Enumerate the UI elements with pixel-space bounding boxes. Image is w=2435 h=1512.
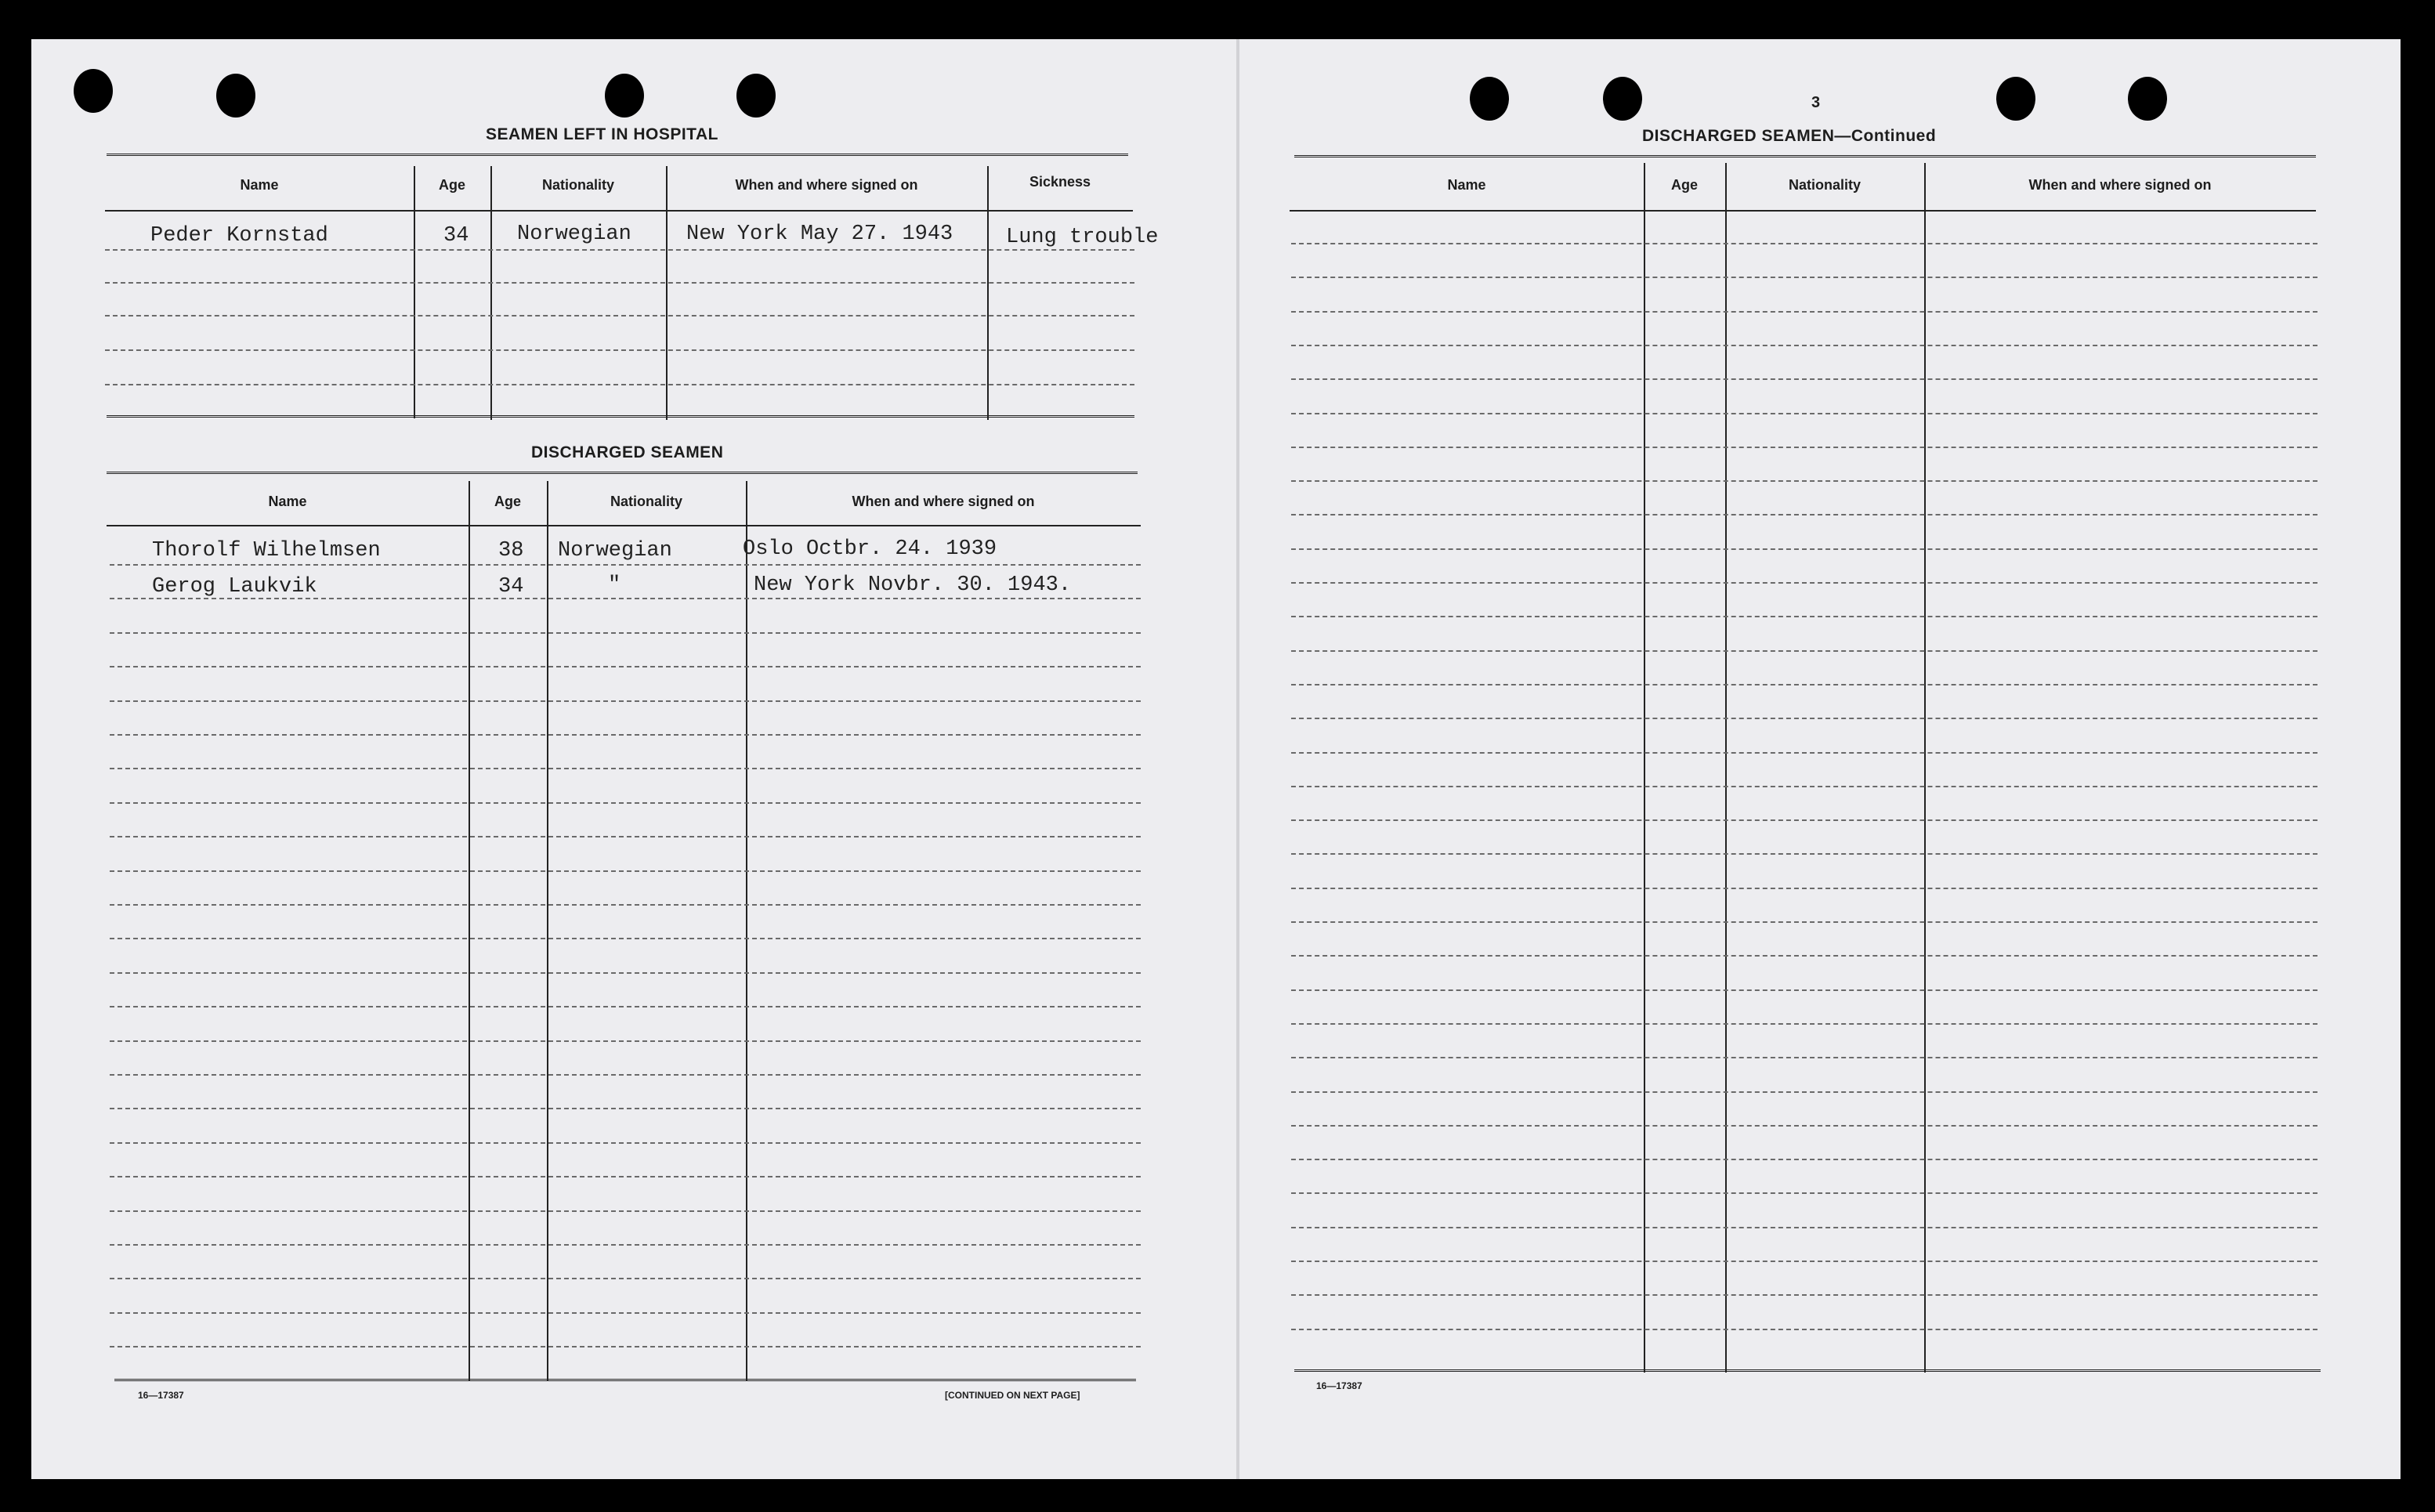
row-line [110,938,1141,939]
right-bottom-rule [1294,1369,2321,1376]
row-line [1291,1227,2317,1228]
discharged-bottom-rule [114,1379,1136,1385]
row-line [1291,243,2317,244]
row-line [1291,1192,2317,1194]
row-line [110,666,1141,667]
right-col-name: Name [1447,177,1486,193]
row-line [1291,378,2317,380]
discharged-row-name: Gerog Laukvik [152,575,317,599]
row-line [110,1278,1141,1279]
row-line [1291,853,2317,855]
punch-hole [74,69,113,113]
row-line [1291,752,2317,754]
discharged-col-signed-on: When and where signed on [852,494,1035,509]
row-line [1291,650,2317,652]
row-line [1291,413,2317,414]
hospital-row-line [105,282,1134,284]
row-line [1291,514,2317,515]
hospital-col-name: Name [240,177,279,193]
row-line [110,1312,1141,1314]
hospital-top-rule [107,154,1128,160]
row-line [110,1346,1141,1347]
row-line [110,870,1141,872]
row-line [1291,819,2317,821]
row-line [1291,955,2317,957]
hospital-col-age: Age [438,177,465,193]
discharged-row-age: 38 [498,539,524,562]
row-line [110,1074,1141,1076]
hospital-divider [414,166,415,418]
row-line [1291,888,2317,889]
hospital-col-nationality: Nationality [541,177,614,193]
row-line [1291,684,2317,685]
row-line [110,734,1141,736]
row-line [110,802,1141,804]
punch-hole [216,74,255,118]
row-line [1291,1023,2317,1025]
right-col-age: Age [1670,177,1698,193]
hospital-row-line [105,384,1134,385]
right-col-signed-on: When and where signed on [2028,177,2212,193]
right-top-rule [1294,155,2316,161]
punch-hole [2128,77,2167,121]
row-line [110,768,1141,769]
row-line [1291,989,2317,991]
row-line [1291,1125,2317,1127]
row-line [110,632,1141,634]
hospital-row-line [105,249,1134,251]
discharged-row-name: Thorolf Wilhelmsen [152,539,381,562]
hospital-col-signed-on: When and where signed on [735,177,918,193]
hospital-row-age: 34 [443,224,469,248]
row-line [1291,480,2317,482]
right-header-rule [1290,210,2316,212]
right-page [1238,39,2401,1479]
row-line [1291,616,2317,617]
row-line [1291,1294,2317,1296]
hospital-bottom-rule [107,415,1134,421]
row-line [110,700,1141,702]
row-line [110,1244,1141,1246]
left-page [31,39,1238,1479]
row-line [1291,718,2317,719]
row-line [1291,277,2317,278]
row-line [1291,1159,2317,1160]
discharged-top-rule [107,472,1138,478]
row-line [1291,582,2317,584]
row-line [1291,1261,2317,1262]
row-line [110,1142,1141,1144]
hospital-row-signed-on: New York May 27. 1943 [686,222,953,246]
continued-note: [CONTINUED ON NEXT PAGE] [945,1390,1080,1401]
hospital-header-rule [105,210,1133,212]
discharged-section-title: DISCHARGED SEAMEN [531,443,724,461]
discharged-row-nationality: Norwegian [558,539,672,562]
punch-hole [1470,77,1509,121]
hospital-divider [666,166,668,420]
hospital-row-sickness: Lung trouble [1006,226,1159,249]
discharged-row-nationality: " [608,573,621,597]
row-line [1291,786,2317,787]
hospital-divider [490,166,492,420]
hospital-row-line [105,315,1134,317]
page-number: 3 [1811,94,1821,111]
punch-hole [1996,77,2035,121]
discharged-row-age: 34 [498,575,524,599]
row-line [1291,447,2317,448]
punch-hole [1603,77,1642,121]
punch-hole [605,74,644,118]
row-line [1291,1057,2317,1058]
row-line [1291,921,2317,923]
discharged-col-nationality: Nationality [610,494,682,509]
row-line [110,564,1141,566]
page-spine [1236,39,1239,1479]
row-line [110,1176,1141,1177]
row-line [1291,311,2317,313]
hospital-row-name: Peder Kornstad [150,224,328,248]
row-line [110,836,1141,837]
row-line [110,972,1141,974]
hospital-row-nationality: Norwegian [517,222,631,246]
left-form-number: 16—17387 [138,1390,184,1401]
discharged-col-age: Age [494,494,521,509]
row-line [110,1040,1141,1042]
right-col-nationality: Nationality [1788,177,1861,193]
row-line [110,1006,1141,1007]
row-line [1291,1091,2317,1093]
row-line [1291,1329,2317,1330]
discharged-row-signed-on: Oslo Octbr. 24. 1939 [743,537,997,561]
row-line [1291,548,2317,550]
discharged-col-name: Name [268,494,307,509]
punch-hole [736,74,776,118]
row-line [1291,345,2317,346]
discharged-header-rule [107,525,1141,526]
hospital-section-title: SEAMEN LEFT IN HOSPITAL [486,125,718,143]
hospital-row-line [105,349,1134,351]
hospital-col-sickness: Sickness [1029,174,1091,190]
right-section-title: DISCHARGED SEAMEN—Continued [1642,127,1937,145]
hospital-divider [987,166,989,420]
row-line [110,904,1141,906]
row-line [110,1210,1141,1212]
right-form-number: 16—17387 [1316,1380,1362,1391]
discharged-row-signed-on: New York Novbr. 30. 1943. [754,573,1072,597]
row-line [110,1108,1141,1109]
